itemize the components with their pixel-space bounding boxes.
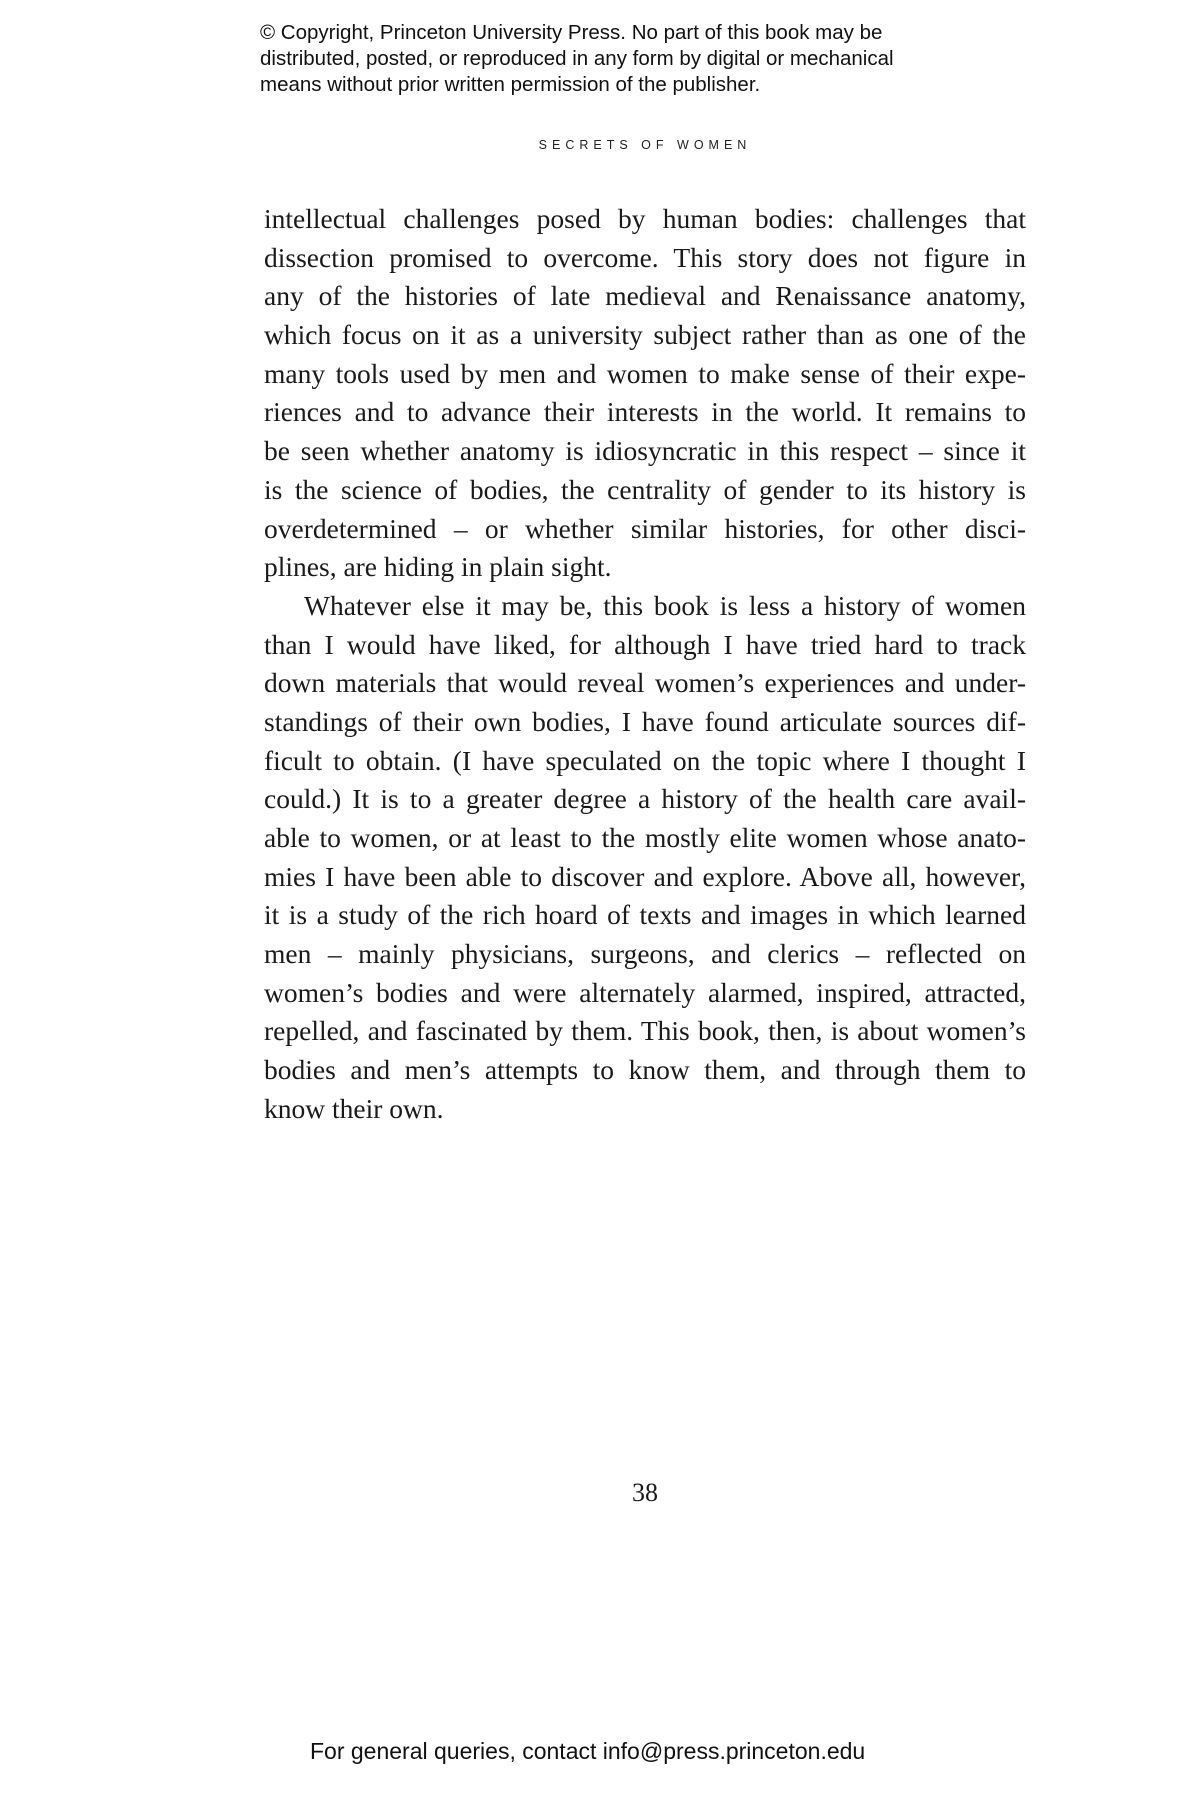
text-line: than I would have liked, for although I have tried hard to track bbox=[264, 628, 1026, 660]
page-number: 38 bbox=[632, 1478, 658, 1507]
footer-contact: For general queries, contact info@press.princeton.edu bbox=[310, 1738, 866, 1764]
text-line: could.) It is to a greater degree a history of the health care avail- bbox=[264, 783, 1026, 815]
text-line: down materials that would reveal women’s experiences and under- bbox=[264, 667, 1026, 699]
copyright-line: distributed, posted, or reproduced in any form by digital or mechanical bbox=[260, 47, 894, 70]
copyright-line: means without prior written permission of the publisher. bbox=[260, 73, 761, 96]
text-line: it is a study of the rich hoard of texts and images in which learned bbox=[264, 899, 1026, 931]
text-line: which focus on it as a university subject rather than as one of the bbox=[264, 319, 1026, 351]
text-line: many tools used by men and women to make sense of their expe- bbox=[264, 357, 1026, 389]
running-head: SECRETS OF WOMEN bbox=[538, 138, 752, 152]
text-line: be seen whether anatomy is idiosyncratic in this respect – since it bbox=[264, 435, 1026, 467]
paragraph-2 bbox=[264, 587, 1026, 1129]
copyright-notice bbox=[260, 20, 1000, 98]
text-line: riences and to advance their interests in the world. It remains to bbox=[264, 396, 1026, 428]
text-line: repelled, and fascinated by them. This book, then, is about women’s bbox=[264, 1015, 1026, 1047]
body-text bbox=[264, 200, 1026, 1129]
text-line: women’s bodies and were alternately alarmed, inspired, attracted, bbox=[264, 976, 1026, 1008]
text-line: know their own. bbox=[264, 1092, 444, 1124]
text-line: any of the histories of late medieval and Renaissance anatomy, bbox=[264, 280, 1026, 312]
text-line: is the science of bodies, the centrality of gender to its history is bbox=[264, 473, 1026, 505]
text-line: ficult to obtain. (I have speculated on the topic where I thought I bbox=[264, 744, 1026, 776]
text-line: overdetermined – or whether similar histories, for other disci- bbox=[264, 512, 1026, 544]
text-line: dissection promised to overcome. This story does not figure in bbox=[264, 241, 1026, 273]
copyright-line: © Copyright, Princeton University Press. No part of this book may be bbox=[260, 21, 883, 44]
text-line: mies I have been able to discover and explore. Above all, however, bbox=[264, 860, 1026, 892]
paragraph-1 bbox=[264, 200, 1026, 587]
text-line: standings of their own bodies, I have found articulate sources dif- bbox=[264, 705, 1026, 737]
text-line: able to women, or at least to the mostly elite women whose anato- bbox=[264, 822, 1026, 853]
text-line: bodies and men’s attempts to know them, and through them to bbox=[264, 1054, 1026, 1086]
text-line: plines, are hiding in plain sight. bbox=[264, 551, 612, 583]
text-line: Whatever else it may be, this book is less a history of women bbox=[304, 589, 1026, 621]
text-line: intellectual challenges posed by human bodies: challenges that bbox=[264, 203, 1026, 234]
text-line: men – mainly physicians, surgeons, and clerics – reflected on bbox=[264, 938, 1026, 970]
